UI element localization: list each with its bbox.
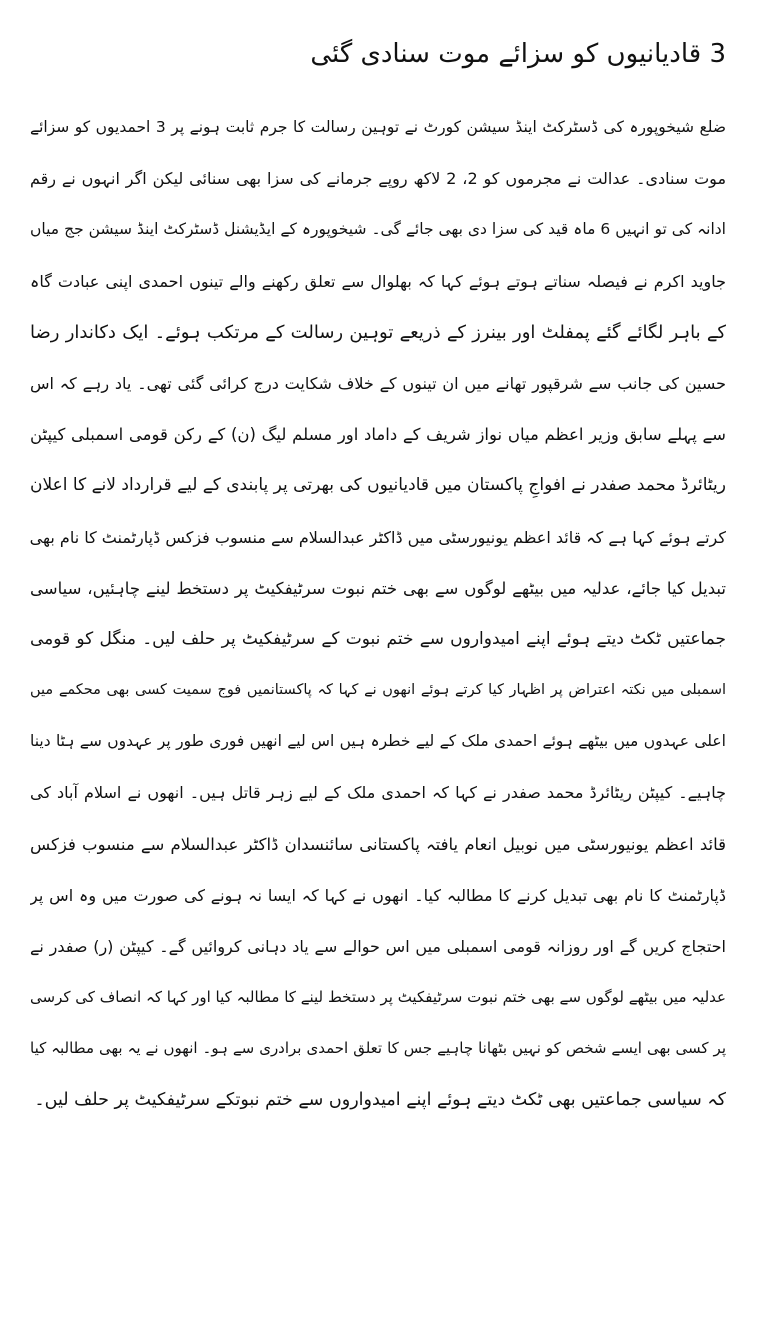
body-line: ضلع شیخوپورہ کی ڈسٹرکٹ اینڈ سیشن کورٹ نے توہین رسالت کا جرم ثابت ہونے پر 3 احمدیوں کو سزائے [30, 118, 726, 136]
body-line: تبدیل کیا جائے، عدلیہ میں بیٹھے لوگوں سے بھی ختم نبوت سرٹیفکیٹ پر دستخط لینے چاہئیں، سیاسی [30, 578, 726, 598]
body-line: پر کسی بھی ایسے شخص کو نہیں بٹھانا چاہیے جس کا تعلق احمدی برادری سے ہو۔ انھوں نے یہ بھی مطالبہ کیا [30, 1039, 726, 1058]
body-line: چاہیے۔ کیپٹن ریٹائرڈ محمد صفدر نے کہا کہ احمدی ملک کے لیے زہر قاتل ہیں۔ انھوں نے اسلام آباد کی [30, 783, 726, 803]
article-body [30, 102, 726, 1126]
body-line: کہ سیاسی جماعتیں بھی ٹکٹ دیتے ہوئے اپنے امیدواروں سے ختم نبوتکے سرٹیفکیٹ پر حلف لیں۔ [34, 1089, 726, 1110]
body-line: حسین کی جانب سے شرقپور تھانے میں ان تینوں کے خلاف شکایت درج کرائی گئی تھی۔ یاد رہے کہ اس [30, 373, 726, 393]
body-line: اعلی عہدوں میں بیٹھے ہوئے احمدی ملک کے لیے خطرہ ہیں اس لیے انھیں فوری طور پر عہدوں سے ہٹا دینا [30, 732, 726, 751]
body-line: اسمبلی میں نکتہ اعتراض پر اظہار کیا کرتے ہوئے انھوں نے کہا کہ پاکستانمیں فوج سمیت کسی بھی محکمے میں [30, 682, 726, 699]
body-line: جاوید اکرم نے فیصلہ سناتے ہوتے ہوئے کہا کہ بھلوال سے تعلق رکھنے والے تینوں احمدی اپنی عبادت گاہ [30, 271, 726, 291]
body-line: سے پہلے سابق وزیر اعظم میاں نواز شریف کے داماد اور مسلم لیگ (ن) کے رکن قومی اسمبلی کیپٹن [30, 425, 726, 445]
body-line: ریٹائرڈ محمد صفدر نے افواجِ پاکستان میں قادیانیوں کی بھرتی پر پابندی کے لیے قرارداد لانے کا اعلان [30, 475, 726, 496]
body-line: قائد اعظم یونیورسٹی میں نوبیل انعام یافتہ پاکستانی سائنسدان ڈاکٹر عبدالسلام سے منسوب فزکس [30, 834, 726, 854]
body-line: کرتے ہوئے کہا ہے کہ قائد اعظم یونیورسٹی میں ڈاکٹر عبدالسلام سے منسوب فزکس ڈپارٹمنٹ کا نام بھی [30, 527, 726, 547]
body-line: احتجاج کریں گے اور روزانہ قومی اسمبلی میں اس حوالے سے یاد دہانی کروائیں گے۔ کیپٹن (ر) صفدر نے [30, 937, 726, 956]
article-title: 3 قادیانیوں کو سزائے موت سنادی گئی [310, 39, 726, 69]
body-line: جماعتیں ٹکٹ دیتے ہوئے اپنے امیدواروں سے ختم نبوت کے سرٹیفکیٹ پر حلف لیں۔ منگل کو قومی [30, 628, 726, 649]
body-line: کے باہر لگائے گئے پمفلٹ اور بینرز کے ذریعے توہین رسالت کے مرتکب ہوئے۔ ایک دکاندار رضا [30, 321, 726, 343]
body-line: عدلیہ میں بیٹھے لوگوں سے بھی ختم نبوت سرٹیفکیٹ پر دستخط لینے کا مطالبہ کیا اور کہا کہ انصاف کی کرسی [30, 988, 726, 1007]
body-line: ادانہ کی تو انہیں 6 ماہ قید کی سزا دی بھی جائے گی۔ شیخوپورہ کے ایڈیشنل ڈسٹرکٹ اینڈ سیشن جج میاں [30, 220, 726, 239]
body-line: موت سنادی۔ عدالت نے مجرموں کو 2، 2 لاکھ روپے جرمانے کی سزا بھی سنائی لیکن اگر انہوں نے رقم [30, 169, 726, 189]
body-line: ڈپارٹمنٹ کا نام بھی تبدیل کرنے کا مطالبہ کیا۔ انھوں نے کہا کہ ایسا نہ ہونے کی صورت میں وہ اس پر [30, 885, 726, 905]
